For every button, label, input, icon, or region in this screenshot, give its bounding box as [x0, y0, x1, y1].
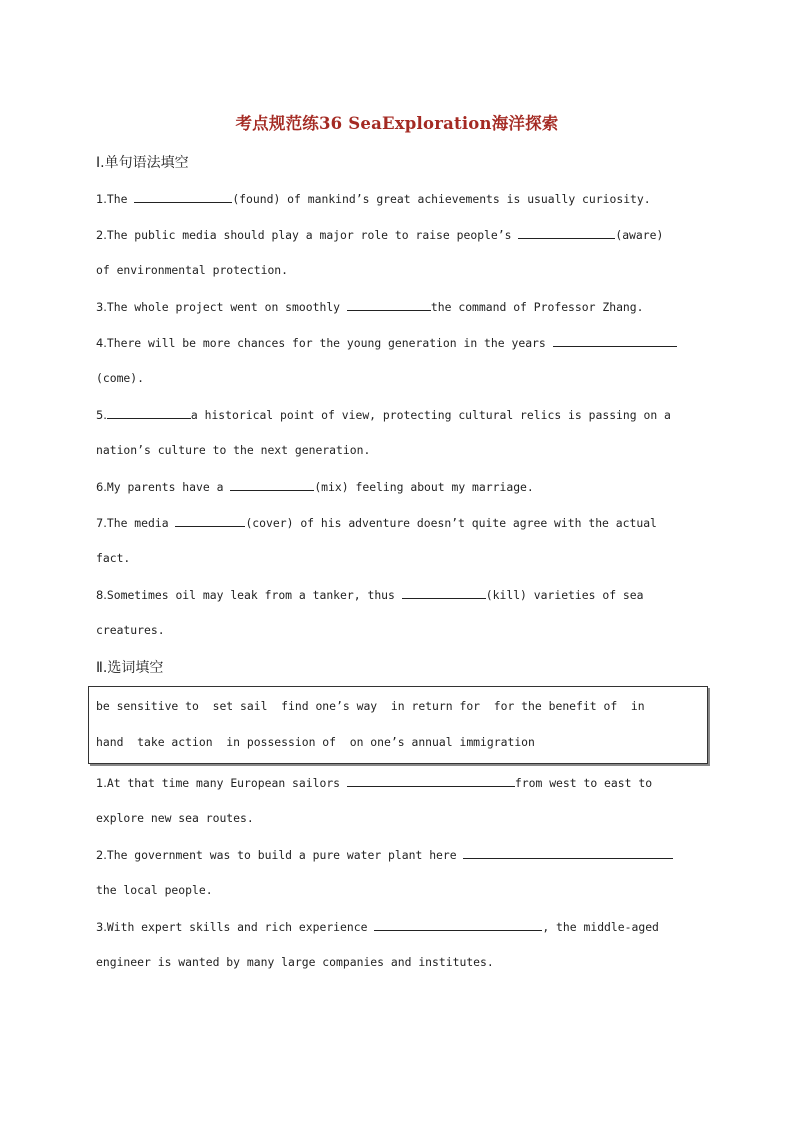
answer-blank[interactable]	[518, 227, 615, 239]
section-2-heading: Ⅱ.选词填空	[96, 660, 164, 676]
answer-blank[interactable]	[402, 587, 486, 599]
question-7: 7.The media (cover) of his adventure doesn’t quite agree with the actual	[96, 516, 657, 530]
answer-blank[interactable]	[134, 191, 232, 203]
answer-blank[interactable]	[463, 847, 673, 859]
section-1-heading: Ⅰ.单句语法填空	[96, 155, 189, 171]
answer-blank[interactable]	[347, 299, 431, 311]
question-ii-2-cont: the local people.	[96, 883, 213, 897]
answer-blank[interactable]	[175, 515, 245, 527]
question-8-cont: creatures.	[96, 623, 165, 637]
question-3: 3.The whole project went on smoothly the command of Professor Zhang.	[96, 300, 644, 314]
word-bank-box	[88, 686, 708, 764]
question-4-cont: (come).	[96, 371, 145, 385]
question-7-cont: fact.	[96, 551, 131, 565]
question-ii-1-cont: explore new sea routes.	[96, 811, 254, 825]
question-5-cont: nation’s culture to the next generation.	[96, 443, 371, 457]
page-title: 考点规范练36 SeaExploration海洋探索	[235, 114, 559, 133]
question-ii-3: 3.With expert skills and rich experience , the middle-aged	[96, 920, 659, 934]
question-ii-3-cont: engineer is wanted by many large companies and institutes.	[96, 955, 494, 969]
answer-blank[interactable]	[553, 335, 677, 347]
question-ii-2: 2.The government was to build a pure water plant here	[96, 847, 673, 862]
question-4: 4.There will be more chances for the young generation in the years	[96, 335, 677, 350]
answer-blank[interactable]	[347, 775, 515, 787]
word-bank-line-1: be sensitive to set sail find one’s way in return for for the benefit of in	[96, 699, 645, 713]
answer-blank[interactable]	[107, 407, 191, 419]
question-2: 2.The public media should play a major role to raise people’s (aware)	[96, 228, 664, 242]
question-1: 1.The (found) of mankind’s great achievements is usually curiosity.	[96, 192, 651, 206]
question-8: 8.Sometimes oil may leak from a tanker, thus (kill) varieties of sea	[96, 588, 644, 602]
question-ii-1: 1.At that time many European sailors from west to east to	[96, 776, 653, 790]
question-2-cont: of environmental protection.	[96, 263, 289, 277]
word-bank-line-2: hand take action in possession of on one’s annual immigration	[96, 735, 535, 749]
question-5: 5. a historical point of view, protecting cultural relics is passing on a	[96, 408, 671, 422]
answer-blank[interactable]	[374, 919, 542, 931]
question-6: 6.My parents have a (mix) feeling about my marriage.	[96, 480, 534, 494]
answer-blank[interactable]	[230, 479, 314, 491]
